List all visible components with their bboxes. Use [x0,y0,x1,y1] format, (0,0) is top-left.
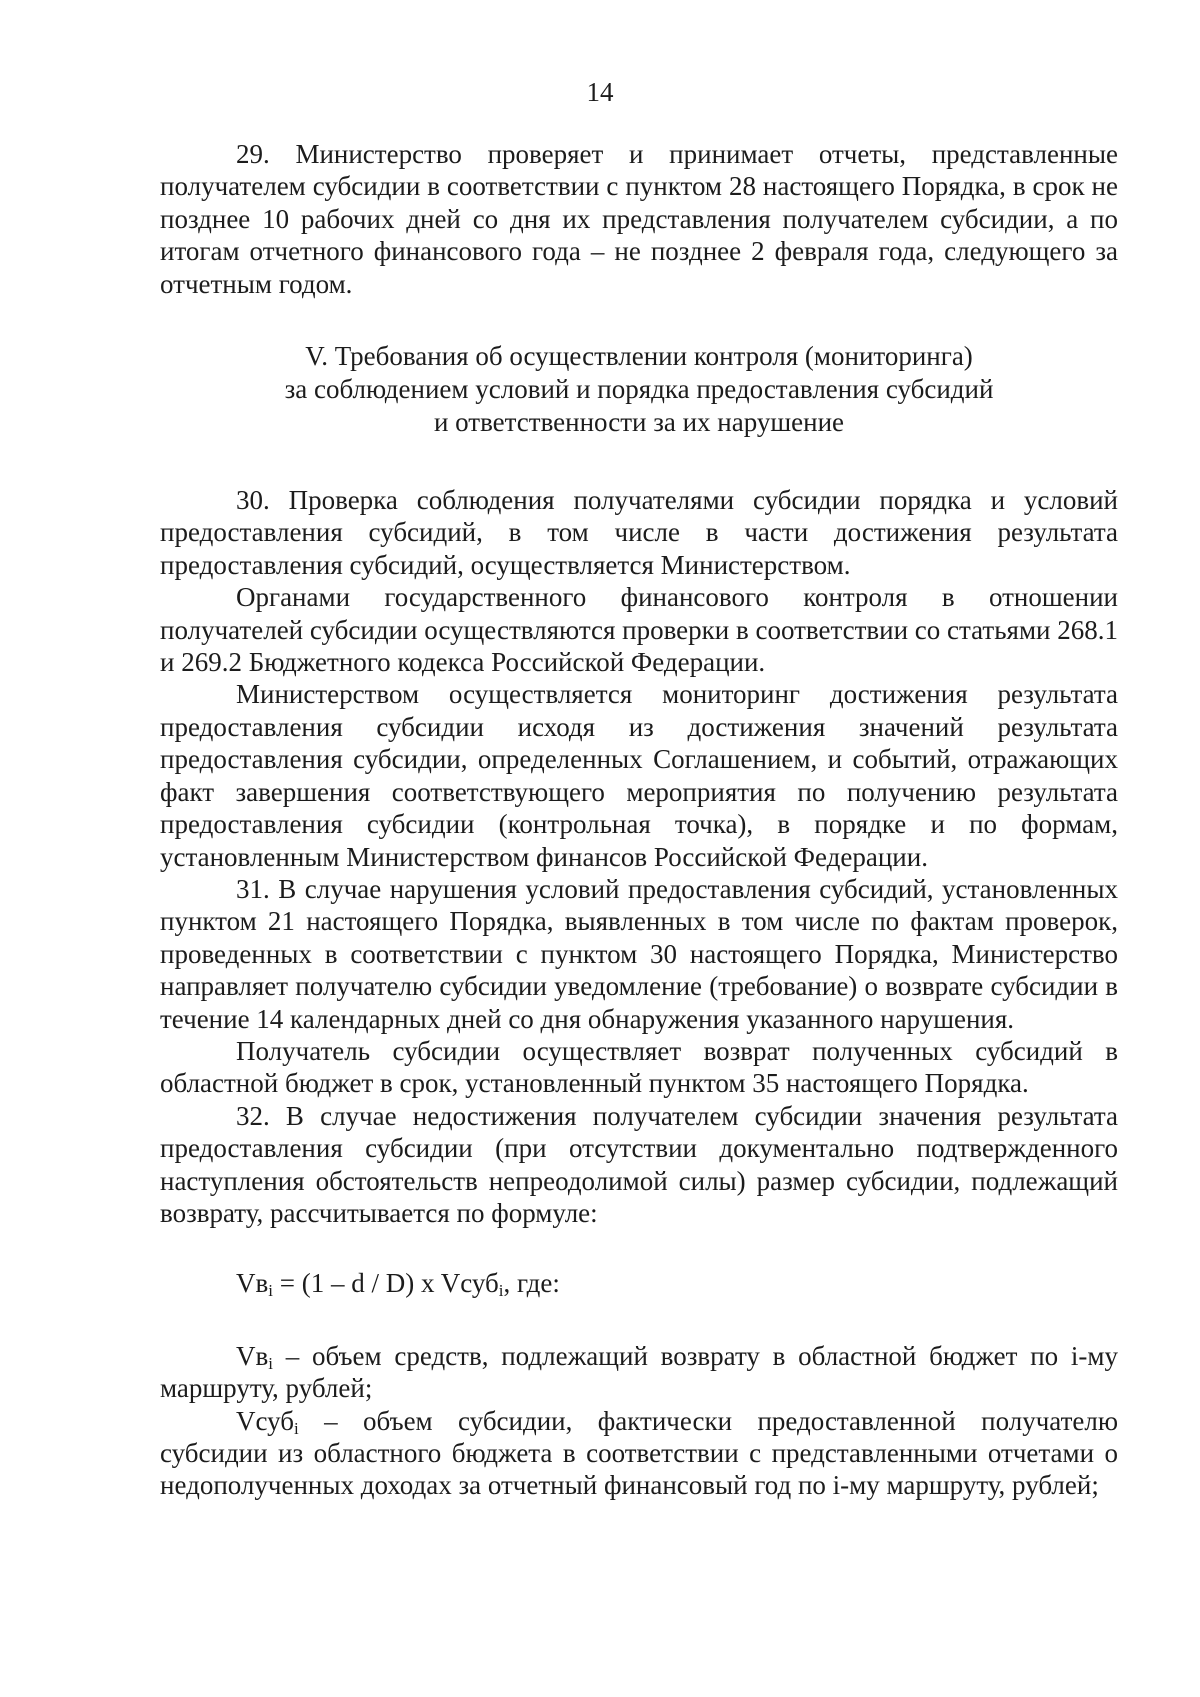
paragraph-30: 30. Проверка соблюдения получателями субсидии порядка и условий предоставления субсидий, в том числе в части достижения результата предоставления субсидий, осуществляется Министерством. [160,485,1118,580]
definition-vv [160,1340,1118,1405]
paragraph-refund: Получатель субсидии осуществляет возврат полученных субсидий в областной бюджет в срок, установленный пунктом 35 настоящего Порядка. [160,1035,1118,1099]
paragraph-monitoring: Министерством осуществляется мониторинг достижения результата предоставления субсидии исходя из достижения значений результата предоставления субсидии, определенных Соглашением, и событий, отражающих факт завершения соответствующего мероприятия по получению результата предоставления субсидии (контрольная точка), в порядке и по формам, установленным Министерством финансов Российской Федерации. [160,679,1118,872]
section-heading-line: и ответственности за их нарушение [433,407,845,438]
definition-term: Vв [236,1340,269,1371]
paragraph-control-bodies: Органами государственного финансового контроля в отношении получателей субсидии осуществляются проверки в соответствии со статьями 268.1 и 269.2 Бюджетного кодекса Российской Федерации. [160,582,1118,678]
formula-lhs-subscript: i [268,1281,273,1301]
formula-lhs: Vв [236,1268,269,1299]
section-heading [160,340,1118,439]
definition-vsub [160,1405,1118,1502]
definition-text: – объем средств, подлежащий возврату в областной бюджет по i-му маршруту, рублей; [160,1340,1118,1404]
definition-subscript: i [294,1418,299,1438]
formula-rhs-subscript: i [498,1281,504,1301]
formula [160,1267,1118,1299]
paragraph-32: 32. В случае недостижения получателем субсидии значения результата предоставления субсидии (при отсутствии документально подтвержденного наступления обстоятельств непреодолимой силы) размер субсидии, подлежащий возврату, рассчитывается по формуле: [160,1100,1118,1228]
paragraph-29: 29. Министерство проверяет и принимает отчеты, представленные получателем субсидии в соответствии с пунктом 28 настоящего Порядка, в срок не позднее 10 рабочих дней со дня их представления получателем субсидии, а по итогам отчетного финансового года – не позднее 2 февраля года, следующего за отчетным годом. [160,139,1118,299]
section-heading-line: за соблюдением условий и порядка предоставления субсидий [284,374,994,405]
definition-term: Vсуб [236,1405,295,1436]
definition-text: – объем субсидии, фактически предоставленной получателю субсидии из областного бюджета в соответствии с представленными отчетами о недополученных доходах за отчетный финансовый год по i-му маршруту, рублей; [160,1405,1118,1501]
page-number: 14 [586,77,614,107]
section-heading-line: V. Требования об осуществлении контроля (мониторинга) [305,341,973,372]
definition-subscript: i [268,1353,273,1373]
formula-tail: , где: [503,1268,560,1299]
paragraph-31: 31. В случае нарушения условий предоставления субсидий, установленных пунктом 21 настоящего Порядка, выявленных в том числе по фактам проверок, проведенных в соответствии с пунктом 30 настоящего Порядка, Министерство направляет получателю субсидии уведомление (требование) о возврате субсидии в течение 14 календарных дней со дня обнаружения указанного нарушения. [160,873,1118,1034]
document-body [160,138,1118,1502]
formula-middle: = (1 – d / D) x Vсуб [272,1268,499,1299]
